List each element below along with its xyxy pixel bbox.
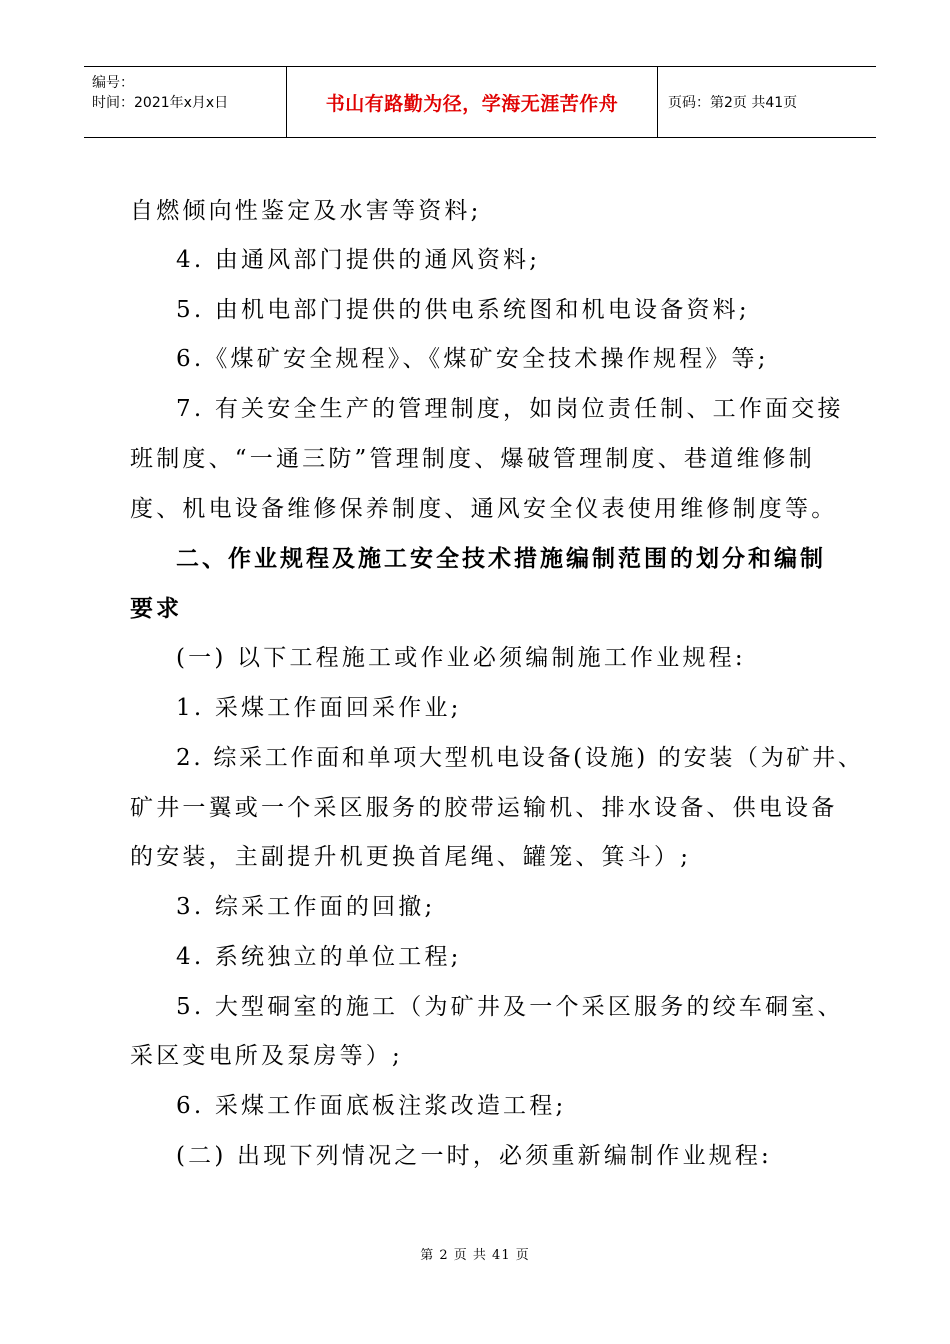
body-line: 6.《煤矿安全规程》、《煤矿安全技术操作规程》等;: [176, 346, 769, 372]
body-line: 4. 由通风部门提供的通风资料;: [176, 247, 541, 273]
body-line: 矿井一翼或一个采区服务的胶带运输机、排水设备、供电设备: [130, 795, 838, 821]
body-line: 班制度、“一通三防”管理制度、爆破管理制度、巷道维修制: [130, 446, 815, 472]
page-footer: 第 2 页 共 41 页: [420, 1248, 530, 1263]
number-label: 编号：: [92, 75, 134, 91]
motto: 书山有路勤为径，学海无涯苦作舟: [325, 92, 619, 115]
body-line: 采区变电所及泵房等）;: [130, 1043, 403, 1069]
body-line: 自燃倾向性鉴定及水害等资料;: [130, 198, 482, 224]
page-info: 页码：第2页 共41页: [668, 95, 798, 111]
body-line: 5. 大型硐室的施工（为矿井及一个采区服务的绞车硐室、: [176, 994, 844, 1020]
body-line: 6. 采煤工作面底板注浆改造工程;: [176, 1093, 567, 1119]
body-line: 的安装，主副提升机更换首尾绳、罐笼、箕斗）;: [130, 844, 692, 870]
body-line: 4. 系统独立的单位工程;: [176, 944, 462, 970]
body-line: 3. 综采工作面的回撤;: [176, 894, 436, 920]
body-line: 5. 由机电部门提供的供电系统图和机电设备资料;: [176, 297, 750, 323]
body-line: (一) 以下工程施工或作业必须编制施工作业规程:: [176, 645, 746, 671]
body-line: 1. 采煤工作面回采作业;: [176, 695, 462, 721]
body-line: 度、机电设备维修保养制度、通风安全仪表使用维修制度等。: [130, 496, 838, 522]
section-heading-continued: 要求: [130, 596, 182, 622]
body-line: 7. 有关安全生产的管理制度，如岗位责任制、工作面交接: [176, 396, 844, 422]
body-line: 2. 综采工作面和单项大型机电设备(设施) 的安装（为矿井、: [176, 745, 864, 771]
time-label: 时间：2021年x月x日: [92, 95, 229, 111]
section-heading: 二、作业规程及施工安全技术措施编制范围的划分和编制: [176, 546, 826, 572]
body-line: (二) 出现下列情况之一时，必须重新编制作业规程:: [176, 1143, 773, 1169]
